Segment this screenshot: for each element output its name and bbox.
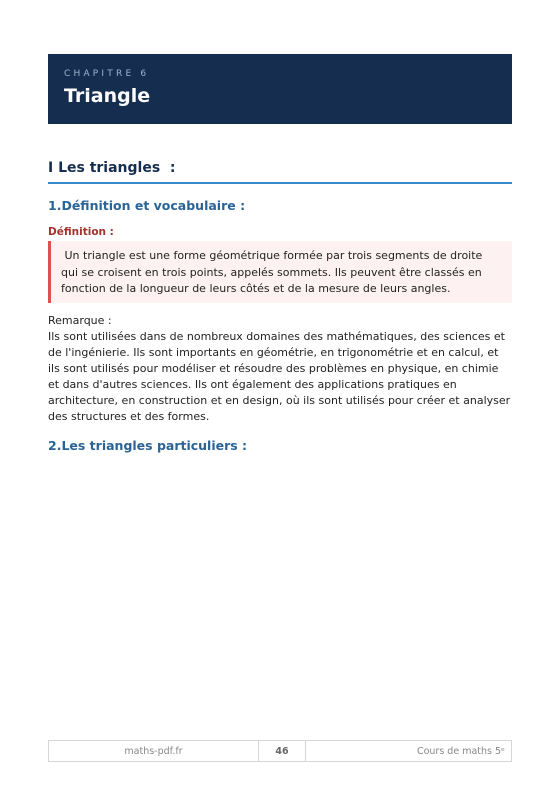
chapter-title: Triangle bbox=[64, 85, 151, 107]
remark-label: Remarque : bbox=[48, 314, 112, 327]
footer-site: maths-pdf.fr bbox=[49, 741, 259, 761]
subsection-heading-particular: 2.Les triangles particuliers : bbox=[48, 438, 248, 453]
chapter-banner bbox=[48, 54, 512, 124]
definition-box bbox=[48, 241, 512, 303]
footer-course: Cours de maths 5ᵉ bbox=[416, 745, 505, 757]
remark-block bbox=[48, 313, 512, 425]
section-divider bbox=[48, 182, 512, 184]
definition-label: Définition : bbox=[48, 226, 114, 238]
section-heading: I Les triangles : bbox=[48, 160, 176, 176]
definition-text: Un triangle est une forme géométrique formée par trois segments de droite qui se croisent en trois points, appelés sommets. Ils peuvent être classés en fonction de la longueur de leurs côtés et de la mesure de leurs angles. bbox=[61, 249, 486, 295]
remark-text: Ils sont utilisées dans de nombreux domaines des mathématiques, des sciences et de l'ingénierie. Ils sont importants en géométrie, en trigonométrie et en calcul, et ils sont utilisés pour modéliser et résoudre des problèmes en physique, en chimie et dans d'autres sciences. Ils ont également des applications pratiques en architecture, en construction et en design, où ils sont utilisés pour créer et analyser des structures et des formes. bbox=[48, 330, 511, 423]
footer-page-number: 46 bbox=[259, 741, 306, 761]
subsection-heading-definition: 1.Définition et vocabulaire : bbox=[48, 198, 246, 213]
page-footer bbox=[48, 740, 512, 762]
chapter-label: CHAPITRE 6 bbox=[64, 69, 150, 79]
